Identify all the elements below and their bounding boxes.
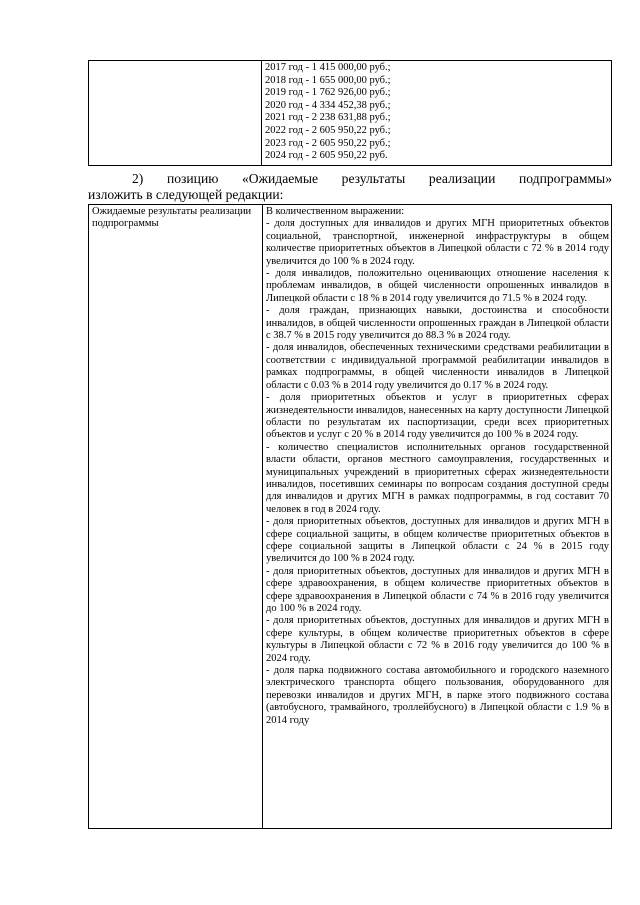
results-heading: В количественном выражении: (266, 206, 405, 217)
result-item: - доля доступных для инвалидов и других МГН приоритетных объектов социальной, транспортной, инженерной инфраструктуры в общем количестве приоритетных объектов в Липецкой области с 72 % в 2014 году увеличится до 100 % в 2024 году. (266, 218, 609, 267)
result-item: - доля приоритетных объектов, доступных для инвалидов и других МГН в сфере культуры, в общем количестве приоритетных объектов в сфере культуры в Липецкой области с 72 % в 2016 году увеличится до 100 % в 2024 году. (266, 615, 609, 664)
financing-year-line: 2023 год - 2 605 950,22 руб.; (265, 137, 391, 149)
empty-label-cell (89, 61, 262, 166)
table-row (89, 61, 612, 166)
financing-year-line: 2020 год - 4 334 452,38 руб.; (265, 99, 391, 111)
result-item: - доля инвалидов, положительно оценивающих отношение населения к проблемам инвалидов, в общей численности опрошенных инвалидов в Липецкой области с 18 % в 2014 году увеличится до 71.5 % в 2024 году. (266, 268, 609, 304)
results-label: Ожидаемые результаты реализации подпрограммы (92, 206, 252, 230)
result-item: - доля парка подвижного состава автомобильного и городского наземного электрического транспорта общего пользования, оборудованного для перевозки инвалидов и других МГН, в парке этого подвижного состава (автобусного, трамвайного, троллейбусного) в Липецкой области с 1.9 % в 2014 году (266, 665, 609, 726)
amendment-instruction (88, 171, 612, 203)
expected-results-table (88, 204, 612, 829)
results-label-cell (89, 205, 263, 829)
table-row (89, 205, 612, 829)
financing-year-line: 2024 год - 2 605 950,22 руб. (265, 150, 388, 162)
result-item: - доля приоритетных объектов, доступных для инвалидов и других МГН в сфере здравоохранения, в общем количестве приоритетных объектов в сфере здравоохранения в Липецкой области с 74 % в 2016 году увеличится до 100 % в 2024 году. (266, 565, 609, 614)
financing-year-line: 2021 год - 2 238 631,88 руб.; (265, 112, 391, 124)
result-item: - доля граждан, признающих навыки, достоинства и способности инвалидов, в общей численности опрошенных граждан в Липецкой области с 38.7 % в 2015 году увеличится до 88.3 % в 2024 году. (266, 305, 609, 342)
result-item: - доля инвалидов, обеспеченных техническими средствами реабилитации в соответствии с индивидуальной программой реабилитации инвалидов в рамках подпрограммы, в общей численности инвалидов в Липецкой области с 0.03 % в 2014 году увеличится до 0.17 % в 2024 году. (266, 342, 609, 391)
result-item: - доля приоритетных объектов и услуг в приоритетных сферах жизнедеятельности инвалидов, нанесенных на карту доступности Липецкой области по результатам их паспортизации, среди всех приоритетных объектов и услуг с 20 % в 2014 году увеличится до 100 % в 2024 году. (266, 392, 609, 441)
result-item: - количество специалистов исполнительных органов государственной власти области, органов местного самоуправления, государственных и муниципальных учреждений в приоритетных сферах жизнедеятельности инвалидов, посетивших семинары по вопросам создания доступной среды для инвалидов и других МГН в рамках подпрограммы, в год составит 70 человек в год в 2024 году. (266, 441, 609, 515)
instruction-line: изложить в следующей редакции: (88, 187, 284, 202)
instruction-line: 2) позицию «Ожидаемые результаты реализации подпрограммы» (132, 171, 612, 186)
financing-year-line: 2017 год - 1 415 000,00 руб.; (265, 62, 391, 73)
results-content-cell (263, 205, 612, 829)
financing-year-line: 2022 год - 2 605 950,22 руб.; (265, 124, 391, 136)
financing-year-line: 2019 год - 1 762 926,00 руб.; (265, 87, 391, 99)
financing-years-cell (262, 61, 612, 166)
financing-table (88, 60, 612, 166)
result-item: - доля приоритетных объектов, доступных для инвалидов и других МГН в сфере социальной защиты, в общем количестве приоритетных объектов в сфере социальной защиты в Липецкой области с 24 % в 2015 году увеличится до 100 % в 2024 году. (266, 516, 609, 565)
financing-year-line: 2018 год - 1 655 000,00 руб.; (265, 74, 391, 86)
